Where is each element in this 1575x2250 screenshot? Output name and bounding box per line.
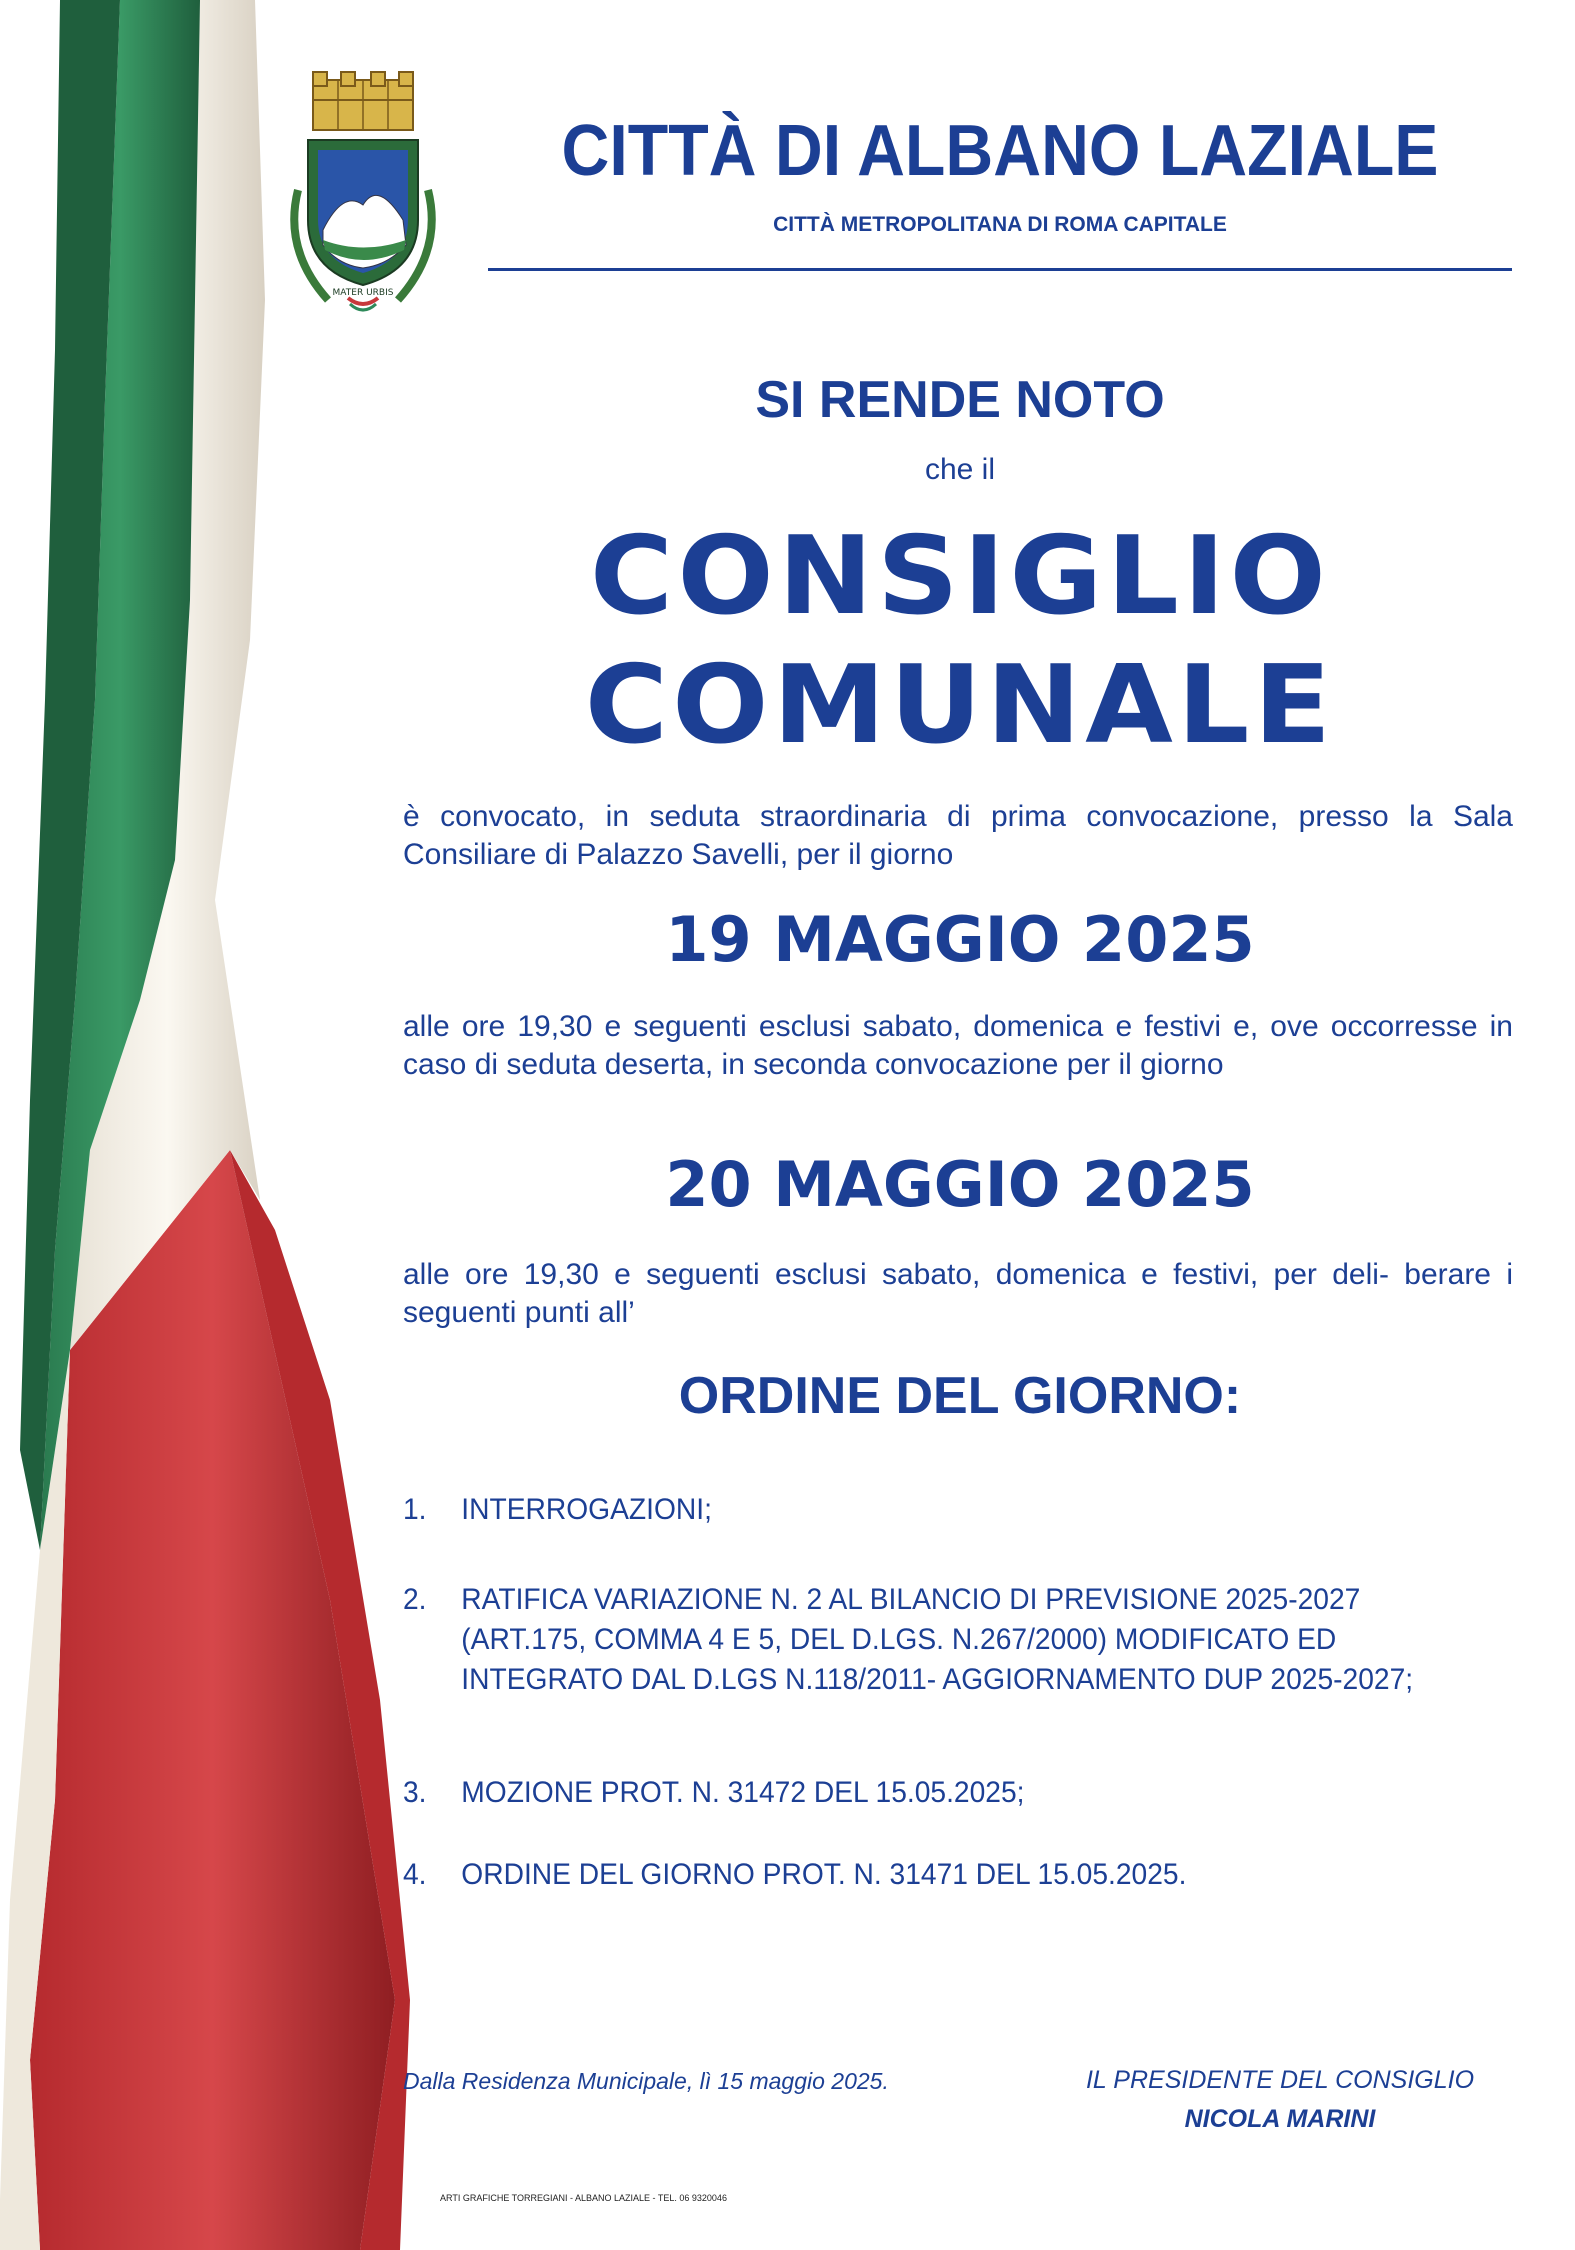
notice-intro: che il: [924, 453, 996, 486]
agenda-item-text: ORDINE DEL GIORNO PROT. N. 31471 DEL 15.05.2025.: [461, 1858, 1187, 1891]
mural-crown-icon: [313, 72, 413, 130]
main-title-line2: COMUNALE: [584, 643, 1336, 768]
header-divider: [488, 268, 1512, 271]
agenda-item: [403, 1580, 1446, 1700]
agenda-item-number: 4.: [403, 1858, 427, 1891]
agenda-item-text: MOZIONE PROT. N. 31472 DEL 15.05.2025;: [461, 1776, 1025, 1809]
first-meeting-date: 19 MAGGIO 2025: [665, 903, 1255, 976]
agenda-intro-paragraph: alle ore 19,30 e seguenti esclusi sabato, domenica e festivi, per deli- berare i seguenti punti all’: [403, 1258, 1513, 1329]
agenda-item-number: 1.: [403, 1493, 427, 1526]
signatory-name: NICOLA MARINI: [1184, 2105, 1376, 2133]
agenda-item: [403, 1855, 1446, 1895]
second-meeting-date: 20 MAGGIO 2025: [665, 1148, 1255, 1221]
signature-block: [1040, 2066, 1520, 2134]
italian-flag-image: [0, 0, 420, 2250]
agenda-item-number: 2.: [403, 1583, 427, 1616]
city-title: CITTÀ DI ALBANO LAZIALE: [561, 111, 1439, 191]
city-subtitle: CITTÀ METROPOLITANA DI ROMA CAPITALE: [773, 213, 1227, 236]
signatory-role: IL PRESIDENTE DEL CONSIGLIO: [1085, 2066, 1475, 2094]
agenda-item-text: RATIFICA VARIAZIONE N. 2 AL BILANCIO DI PREVISIONE 2025-2027 (ART.175, COMMA 4 E 5, DEL D.LGS. N.267/2000) MODIFICATO ED INTEGRATO DAL D.LGS N.118/2011- AGGIORNAMENTO DUP 2025-2027;: [461, 1583, 1414, 1696]
agenda-item-number: 3.: [403, 1776, 427, 1809]
agenda-item-text: INTERROGAZIONI;: [461, 1493, 712, 1526]
crest-motto: MATER URBIS: [332, 288, 394, 298]
notice-heading: SI RENDE NOTO: [755, 371, 1165, 429]
printer-credit: ARTI GRAFICHE TORREGIANI - ALBANO LAZIALE - TEL. 06 9320046: [440, 2193, 727, 2203]
main-title-line1: CONSIGLIO: [589, 514, 1331, 639]
city-crest-logo: [268, 70, 458, 330]
second-convocation-paragraph: alle ore 19,30 e seguenti esclusi sabato, domenica e festivi e, ove occorresse in caso di seduta deserta, in seconda convocazione per il giorno: [403, 1010, 1513, 1081]
agenda-heading: ORDINE DEL GIORNO:: [678, 1367, 1242, 1425]
agenda-item: [403, 1490, 1446, 1530]
place-and-date: Dalla Residenza Municipale, lì 15 maggio 2025.: [403, 2068, 889, 2094]
agenda-list: [403, 1490, 1513, 1895]
convocation-paragraph: è convocato, in seduta straordinaria di prima convocazione, presso la Sala Consiliare di Palazzo Savelli, per il giorno: [403, 800, 1513, 871]
agenda-item: [403, 1773, 1446, 1813]
